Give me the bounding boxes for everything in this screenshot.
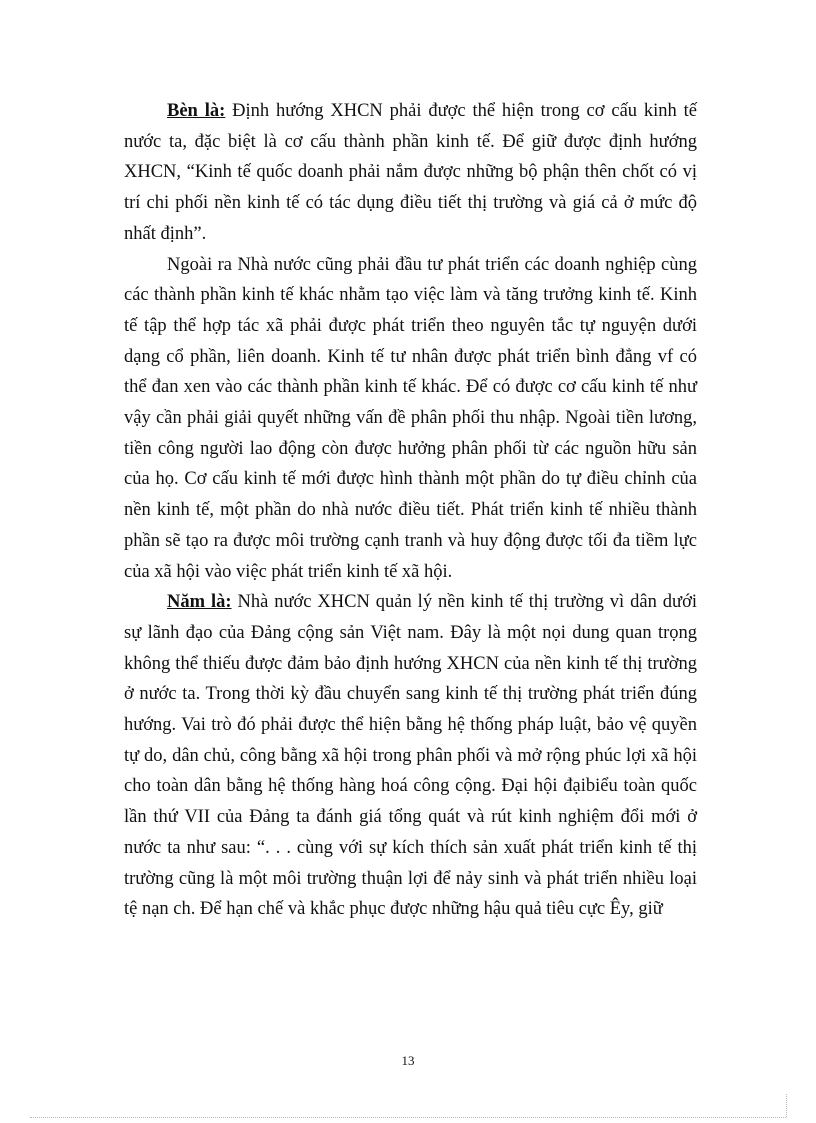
page-number: 13 — [401, 1053, 415, 1068]
paragraph-ngoai-ra — [124, 250, 697, 588]
page-edge-divider-vertical — [786, 1094, 787, 1117]
paragraph-text: Nhà nước XHCN quản lý nền kinh tế thị trường vì dân dưới sự lãnh đạo của Đảng cộng sản Việt nam. Đây là một nọi dung quan trọng không thể thiếu được đảm bảo định hướng XHCN của nền kinh tế thị trường ở nước ta. Trong thời kỳ đầu chuyển sang kinh tế thị trường phát triển đúng hướng. Vai trò đó phải được thể hiện bằng hệ thống pháp luật, bảo vệ quyền tự do, dân chủ, công bằng xã hội trong phân phối và mở rộng phúc lợi xã hội cho toàn dân bằng hệ thống hàng hoá công cộng. Đại hội đạibiểu toàn quốc lần thứ VII của Đảng ta đánh giá tổng quát và rút kinh nghiệm đổi mới ở nước ta như sau: “. . . cùng với sự kích thích sản xuất phát triển kinh tế thị trường cũng là một môi trường thuận lợi để nảy sinh và phát triển nhiều loại tệ nạn ch. Để hạn chế và khắc phục được những hậu quả tiêu cực Êy, giữ — [124, 592, 697, 920]
body-text — [124, 96, 697, 925]
paragraph-text: Định hướng XHCN phải được thể hiện trong cơ cấu kinh tế nước ta, đặc biệt là cơ cấu thành phần kinh tế. Để giữ được định hướng XHCN, “Kinh tế quốc doanh phải nắm được những bộ phận thên chốt có vị trí chi phối nền kinh tế có tác dụng điều tiết thị trường và giá cả ở mức độ nhất định”. — [124, 101, 698, 244]
page-edge-divider — [30, 1117, 786, 1118]
paragraph-ben-la — [124, 96, 697, 250]
paragraph-lead: Bèn là: — [167, 101, 226, 121]
paragraph-nam-la — [124, 587, 697, 925]
paragraph-lead: Năm là: — [167, 592, 232, 613]
paragraph-text: Ngoài ra Nhà nước cũng phải đầu tư phát triển các doanh nghiệp cùng các thành phần kinh tế khác nhằm tạo việc làm và tăng trưởng kinh tế. Kinh tế tập thể hợp tác xã phải được phát triển theo nguyên tắc tự nguyện dưới dạng cổ phần, liên doanh. Kinh tế tư nhân được phát triển bình đẳng vf có thể đan xen vào các thành phần kinh tế khác. Để có được cơ cấu kinh tế như vậy cần phải giải quyết những vấn đề phân phối thu nhập. Ngoài tiền lương, tiền công người lao động còn được hưởng phân phối từ các nguồn hữu sản của họ. Cơ cấu kinh tế mới được hình thành một phần do tự điều chỉnh của nền kinh tế, một phần do nhà nước điều tiết. Phát triển kinh tế nhiều thành phần sẽ tạo ra được môi trường cạnh tranh và huy động được tối đa tiềm lực của xã hội vào việc phát triển kinh tế xã hội. — [124, 254, 697, 582]
